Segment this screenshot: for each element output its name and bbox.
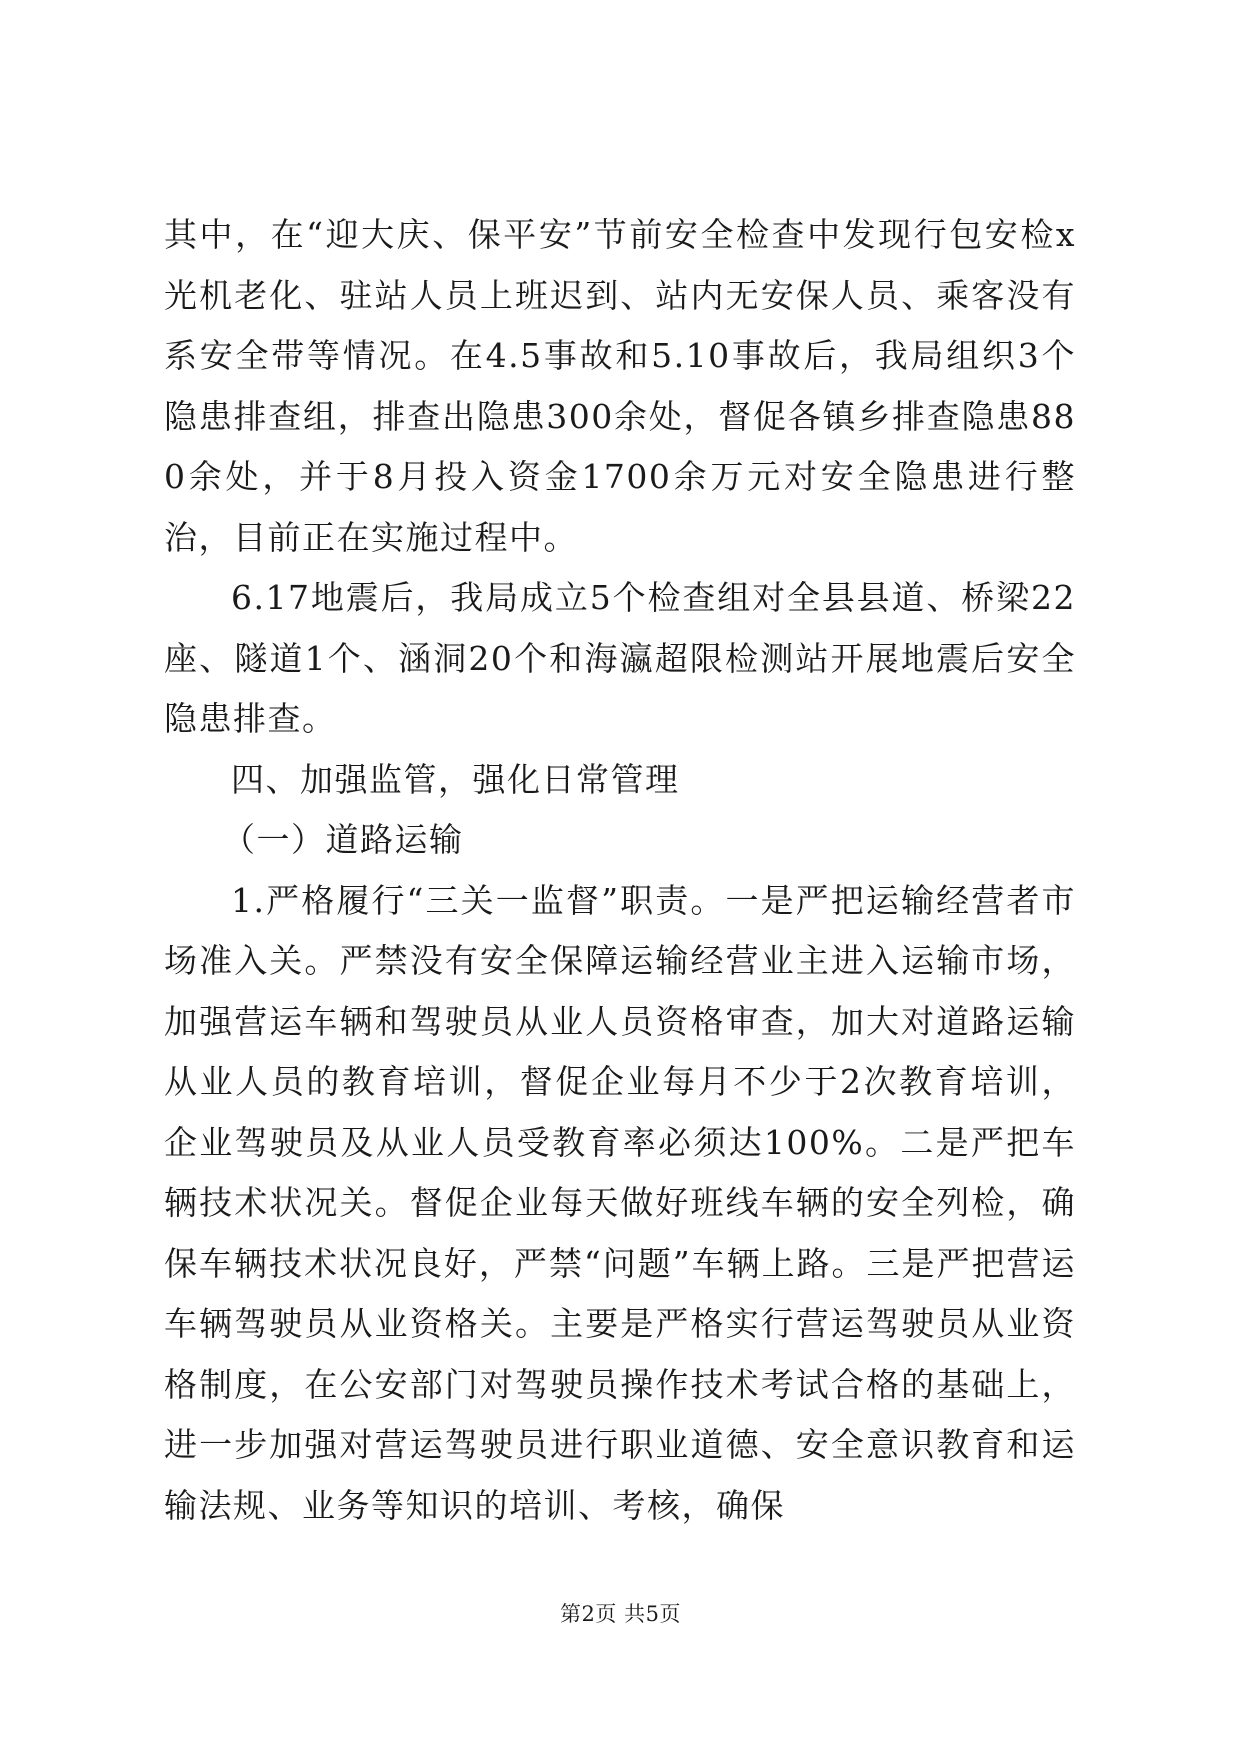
subsection-heading: （一）道路运输: [222, 820, 464, 859]
paragraph-road-transport: 1.严格履行“三关一监督”职责。一是严把运输经营者市场准入关。严禁没有安全保障运输经营业主进入运输市场，加强营运车辆和驾驶员从业人员资格审查，加大对道路运输从业人员的教育培训，督促企业每月不少于2次教育培训，企业驾驶员及从业人员受教育率必须达100%。二是严把车辆技术状况关。督促企业每天做好班线车辆的安全列检，确保车辆技术状况良好，严禁“问题”车辆上路。三是严把营运车辆驾驶员从业资格关。主要是严格实行营运驾驶员从业资格制度，在公安部门对驾驶员操作技术考试合格的基础上，进一步加强对营运驾驶员进行职业道德、安全意识教育和运输法规、业务等知识的培训、考核，确保: [164, 880, 1076, 1525]
page-footer: 第2页 共5页: [560, 1602, 681, 1626]
document-body: [164, 205, 1076, 1536]
paragraph-earthquake-inspection: 6.17地震后，我局成立5个检查组对全县县道、桥梁22座、隧道1个、涵洞20个和海瀛超限检测站开展地震后安全隐患排查。: [164, 578, 1076, 738]
paragraph-continuation: 其中，在“迎大庆、保平安”节前安全检查中发现行包安检x光机老化、驻站人员上班迟到、站内无安保人员、乘客没有系安全带等情况。在4.5事故和5.10事故后，我局组织3个隐患排查组，排查出隐患300余处，督促各镇乡排查隐患880余处，并于8月投入资金1700余万元对安全隐患进行整治，目前正在实施过程中。: [164, 215, 1076, 557]
section-heading: 四、加强监管，强化日常管理: [231, 759, 680, 799]
